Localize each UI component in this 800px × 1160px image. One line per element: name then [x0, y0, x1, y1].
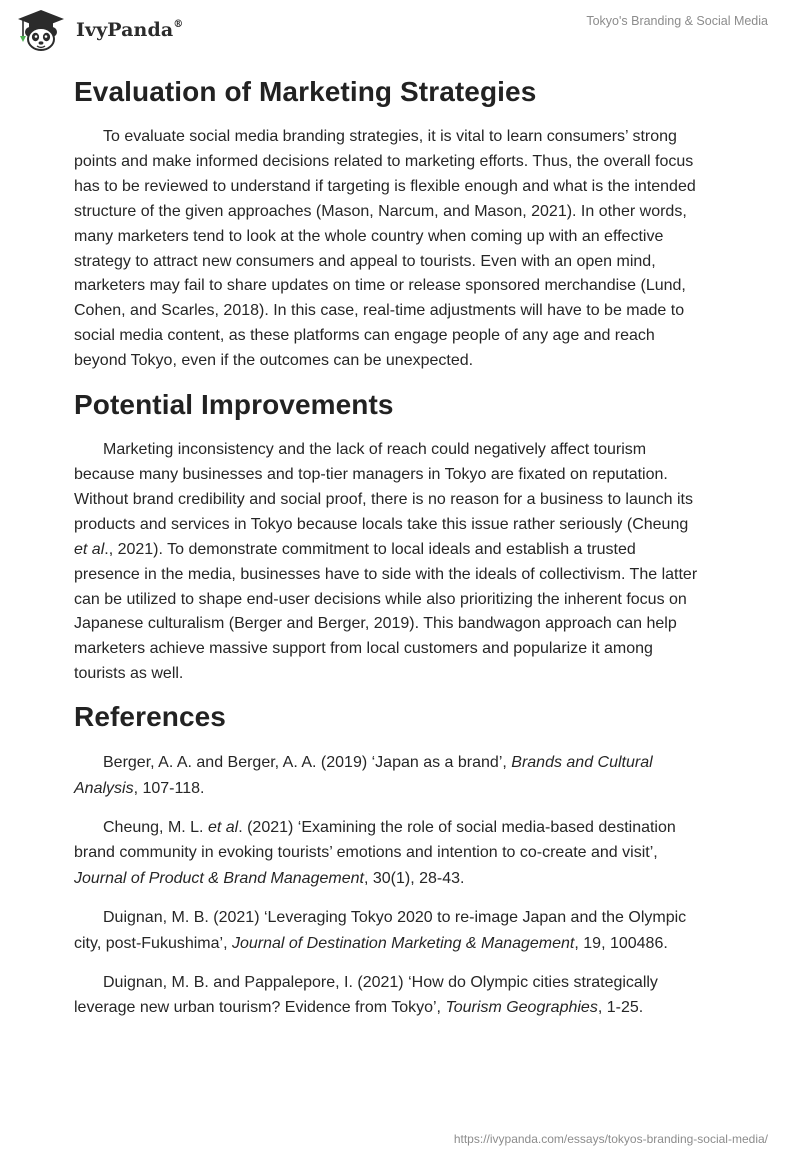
ivypanda-logo[interactable]: [12, 8, 183, 52]
reference-item: Duignan, M. B. and Pappalepore, I. (2021) ‘How do Olympic cities strategically leverage new urban tourism? Evidence from Tokyo’, Tourism Geographies, 1-25.: [74, 973, 658, 1017]
brand-name: IvyPanda®: [76, 18, 184, 41]
reference-journal: Brands and Cultural Analysis: [74, 754, 653, 797]
source-url[interactable]: https://ivypanda.com/essays/tokyos-branding-social-media/: [453, 1132, 768, 1146]
registered-mark: ®: [173, 18, 184, 30]
reference-journal: Tourism Geographies: [445, 999, 598, 1017]
section-heading-improvements: Potential Improvements: [74, 389, 394, 421]
et-al-italic: et al: [207, 818, 239, 836]
section-heading-references: References: [74, 701, 226, 733]
reference-journal: Journal of Product & Brand Management: [74, 869, 364, 887]
reference-item: Berger, A. A. and Berger, A. A. (2019) ‘Japan as a brand’, Brands and Cultural Analysis, 107-118.: [74, 754, 653, 797]
page-header: [0, 0, 800, 60]
references-list: [74, 750, 734, 1021]
panda-graduate-icon: [12, 8, 70, 52]
reference-item: Duignan, M. B. (2021) ‘Leveraging Tokyo 2020 to re-image Japan and the Olympic city, post-Fukushima’, Journal of Destination Marketing & Management, 19, 100486.: [74, 909, 687, 952]
section-heading-evaluation: Evaluation of Marketing Strategies: [74, 76, 537, 107]
reference-journal: Journal of Destination Marketing & Management: [231, 934, 575, 952]
essay-content: [74, 70, 734, 1021]
paragraph-improvements: Marketing inconsistency and the lack of reach could negatively affect tourism because many businesses and top-tier managers in Tokyo are fixated on reputation. Without brand credibility and social proof, there is no reason for a business to launch its products and services in Tokyo because locals take this issue rather seriously (Cheung et al., 2021). To demonstrate commitment to local ideals and establish a trusted presence in the media, businesses have to side with the ideals of collectivism. The latter can be utilized to shape end-user decisions while also prioritizing the inherent focus on Japanese culturalism (Berger and Berger, 2019). This bandwagon approach can help marketers achieve massive support from local customers and popularize it among tourists as well.: [74, 441, 698, 683]
paragraph-evaluation: To evaluate social media branding strategies, it is vital to learn consumers’ strong points and make informed decisions related to marketing efforts. Thus, the overall focus has to be reviewed to understand if targeting is flexible enough and what is the intended structure of the given approaches (Mason, Narcum, and Mason, 2021). In other words, many marketers tend to look at the whole country when coming up with an effective strategy to attract new consumers and appeal to tourists. Even with an open mind, marketers may fail to share updates on time or release sponsored merchandise (Lund, Cohen, and Scarles, 2018). In this case, real-time adjustments will have to be made to social media content, as these platforms can engage people of any age and reach beyond Tokyo, even if the outcomes can be unexpected.: [74, 128, 696, 370]
document-title: Tokyo's Branding & Social Media: [586, 14, 768, 28]
reference-item: Cheung, M. L. et al. (2021) ‘Examining the role of social media-based destination brand community in evoking tourists’ emotions and intention to co-create and visit’, Journal of Product & Brand Management, 30(1), 28-43.: [74, 818, 676, 887]
et-al-italic: et al: [74, 540, 105, 558]
